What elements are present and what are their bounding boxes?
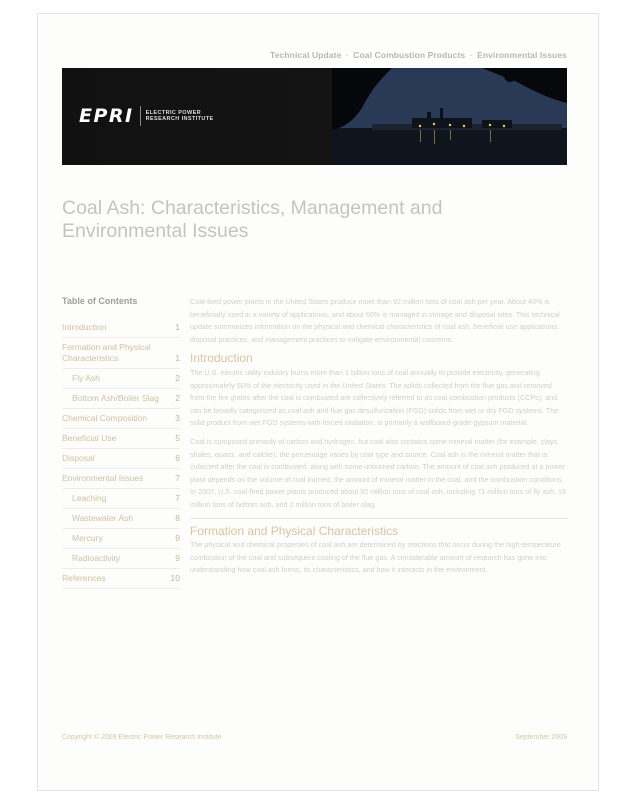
toc-item-label: Beneficial Use <box>62 433 117 443</box>
power-plant-photo <box>332 68 567 165</box>
toc-item-page: 10 <box>170 573 180 583</box>
toc-item[interactable] <box>62 509 180 529</box>
toc-item-page: 1 <box>175 322 180 332</box>
logo-divider <box>140 106 141 126</box>
section-heading-introduction: Introduction <box>190 351 253 366</box>
toc-heading: Table of Contents <box>62 296 138 306</box>
toc-item-page: 7 <box>175 473 180 483</box>
toc-item-page: 7 <box>175 493 180 503</box>
copyright-text: Copyright © 2009 Electric Power Research Institute <box>62 734 222 741</box>
toc-item-page: 8 <box>175 513 180 523</box>
epri-logo: EPRI <box>79 105 134 127</box>
toc-item[interactable] <box>62 469 180 489</box>
series-header <box>62 50 567 60</box>
toc-item-label: Bottom Ash/Boiler Slag <box>72 393 159 403</box>
section-heading-formation: Formation and Physical Characteristics <box>190 518 568 538</box>
toc-item-label: Chemical Composition <box>62 413 148 423</box>
toc-item-page: 2 <box>175 393 180 403</box>
toc-item[interactable] <box>62 318 180 338</box>
topic-label-2: Environmental Issues <box>477 50 567 60</box>
paragraph: Coal is composed primarily of carbon and hydrogen, but coal also contains some mineral matter (for example, clays, shales, quartz, and calcite); the percentage varies by coal type and source. Coal ash is the mineral matter that is collected after the coal is combusted, along with some unburned carbon. The amount of coal ash produced at a power plant depends on the volume of coal burned, the amount of mineral matter in the coal, and the combustion conditions. In 2007, U.S. coal-fired power plants produced about 92 million tons of coal ash, including 71 million tons of fly ash, 18 million tons of bottom ash, and 2 million tons of boiler slag. <box>190 436 566 509</box>
toc-item[interactable] <box>62 529 180 549</box>
toc-item-label: Wastewater Ash <box>72 513 134 523</box>
toc-item[interactable] <box>62 489 180 509</box>
lead-paragraph: Coal-fired power plants in the United States produce more than 92 million tons of coal ash per year. About 40% is beneficially used in a variety of applications, and about 60% is managed in storage and disposal sites. This technical update summarizes information on the physical and chemical characteristics of coal ash, beneficial use applications, disposal practices, and management practices to mitigate environmental concerns. <box>190 297 560 344</box>
toc-item-label: Radioactivity <box>72 553 121 563</box>
paragraph: The physical and chemical properties of coal ash are determined by reactions that occur during the high-temperature combustion of the coal and subsequent cooling of the flue gas. A considerable amount of research has gone into understanding how coal ash forms, its characteristics, and how it interacts in the environment. <box>190 540 561 575</box>
epri-logo-block <box>79 105 214 127</box>
paragraph: The U.S. electric utility industry burns more than 1 billion tons of coal annually to provide electricity, generating approximately 50% of the electricity used in the United States. The solids collected from the flue gas and removed from the fire grates after the coal is combusted are collectively referred to as coal combustion products (CCPs), and can be broadly categorized as coal ash and flue gas desulfurization (FGD) solids from wet or dry FGD systems. The solid product from wet FGD systems with forced oxidation, is primarily a wallboard-grade gypsum material. <box>190 367 559 428</box>
logo-tagline <box>146 110 214 123</box>
toc-item-page: 1 <box>175 353 180 363</box>
toc-item-label: Disposal <box>62 453 95 463</box>
toc-item-page: 6 <box>175 453 180 463</box>
toc-item-label: Leaching <box>72 493 107 503</box>
toc-item[interactable] <box>62 449 180 469</box>
table-of-contents <box>62 296 180 589</box>
series-label: Technical Update <box>270 50 342 60</box>
main-content <box>190 296 568 583</box>
logo-tagline-line1: ELECTRIC POWER <box>145 109 202 116</box>
toc-item-label: Mercury <box>72 533 103 543</box>
toc-item[interactable] <box>62 409 180 429</box>
toc-item[interactable] <box>62 389 180 409</box>
toc-item-page: 3 <box>175 413 180 423</box>
toc-item[interactable] <box>62 369 180 389</box>
toc-item[interactable] <box>62 549 180 569</box>
toc-item-page: 9 <box>175 533 180 543</box>
publication-date: September 2009 <box>515 734 567 741</box>
topic-label-1: Coal Combustion Products <box>353 50 466 60</box>
document-title: Coal Ash: Characteristics, Management and Environmental Issues <box>62 197 443 243</box>
toc-item[interactable] <box>62 569 180 589</box>
logo-tagline-line2: RESEARCH INSTITUTE <box>145 116 214 122</box>
header-separator: · <box>469 50 473 60</box>
toc-item-page: 9 <box>175 553 180 563</box>
toc-item[interactable] <box>62 429 180 449</box>
toc-item-label: Introduction <box>62 322 107 332</box>
toc-item-label: References <box>62 573 106 583</box>
toc-item-label: Environmental Issues <box>62 473 144 483</box>
toc-item-label: Formation and Physical Characteristics <box>62 342 151 363</box>
toc-item-page: 5 <box>175 433 180 443</box>
toc-item[interactable] <box>62 338 180 369</box>
toc-item-label: Fly Ash <box>72 373 100 383</box>
header-banner <box>62 68 567 165</box>
toc-item-page: 2 <box>175 373 180 383</box>
header-separator: · <box>345 50 349 60</box>
page-footer <box>62 734 567 741</box>
